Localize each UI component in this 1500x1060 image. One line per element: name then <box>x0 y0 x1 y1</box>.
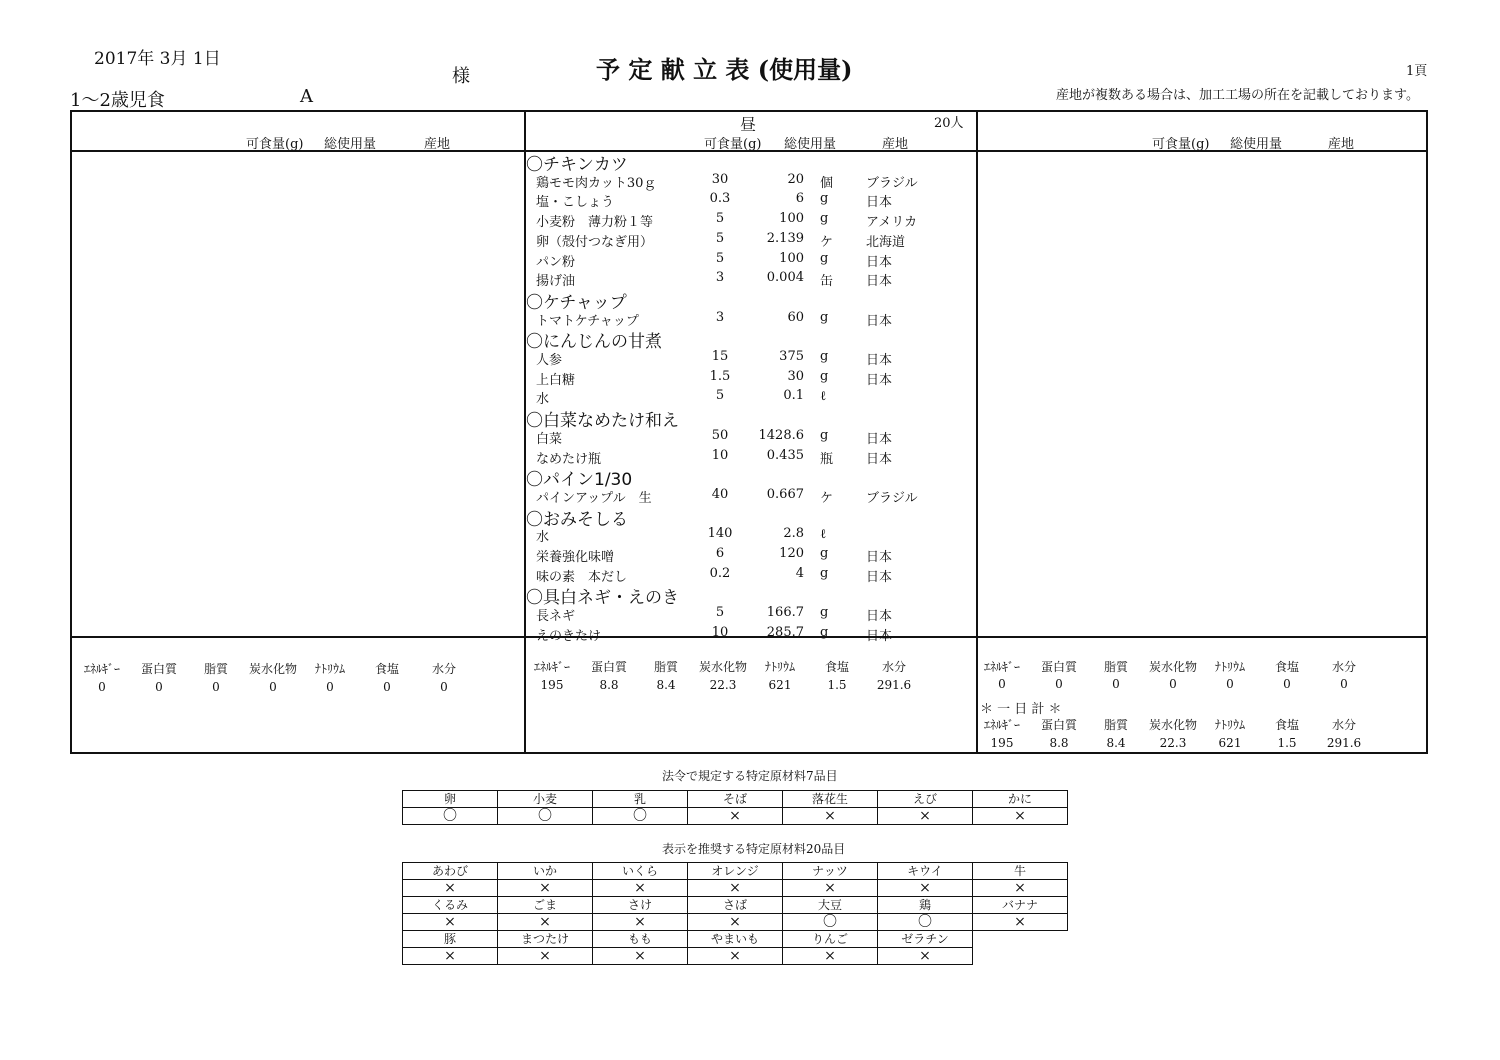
nutrition-value: 0 <box>383 680 391 694</box>
allergen-name: まつたけ <box>498 931 593 948</box>
nutrition-label: 炭水化物 <box>248 662 297 676</box>
origin: 日本 <box>866 195 893 211</box>
nutrition-value: 8.8 <box>1049 736 1069 750</box>
group-label: A <box>300 86 313 107</box>
allergen-mark: × <box>878 808 973 825</box>
ingredient-name: 長ネギ <box>536 609 576 625</box>
allergen-name: かに <box>973 791 1068 808</box>
nutrition-value: 0 <box>1055 677 1063 691</box>
nutrition-label: ﾅﾄﾘｳﾑ <box>764 660 795 674</box>
nutrition-value: 0 <box>1226 677 1234 691</box>
ingredient-name: 味の素 本だし <box>536 569 628 585</box>
unit: g <box>820 624 829 640</box>
ingredient-name: 上白糖 <box>536 372 576 388</box>
allergen-mark: × <box>783 880 878 897</box>
col-total-lunch: 総使用量 <box>784 137 837 152</box>
edible-amount: 3 <box>715 270 725 286</box>
allergen-name: さば <box>688 897 783 914</box>
page-title: 予 定 献 立 表 (使用量) <box>596 55 853 84</box>
unit: ケ <box>820 234 834 250</box>
total-amount: 0.667 <box>766 486 804 502</box>
allergen-mark: × <box>878 948 973 965</box>
edible-amount: 6 <box>715 546 725 561</box>
total-amount: 2.8 <box>783 526 804 542</box>
total-amount: 0.1 <box>783 388 804 404</box>
nutrition-label: 炭水化物 <box>698 660 747 674</box>
ingredient-name: 栄養強化味噌 <box>536 550 615 565</box>
allergen-name: キウイ <box>878 863 973 880</box>
allergen-mark: × <box>973 808 1068 825</box>
dish-name: 〇白菜なめたけ和え <box>526 411 679 432</box>
col-total-right: 総使用量 <box>1230 137 1283 152</box>
allergen-mark: × <box>403 948 498 965</box>
allergen-mark: × <box>593 880 688 897</box>
total-amount: 20 <box>787 171 804 187</box>
nutrition-value: 621 <box>768 678 792 692</box>
allergen-mark: × <box>878 880 973 897</box>
origin: 日本 <box>866 353 893 368</box>
allergen-name: そば <box>688 791 783 808</box>
origin: 日本 <box>866 254 893 270</box>
edible-amount: 140 <box>707 526 733 542</box>
total-amount: 6 <box>795 191 804 207</box>
unit: ℓ <box>820 527 827 543</box>
allergen-mark: × <box>403 914 498 931</box>
nutrition-label: 水分 <box>1331 718 1356 732</box>
allergen-name: バナナ <box>973 897 1068 914</box>
origin: 日本 <box>866 431 893 447</box>
total-amount: 60 <box>787 309 804 325</box>
honorific: 様 <box>452 66 470 87</box>
nutrition-label: 蛋白質 <box>1040 660 1077 674</box>
allergen-name: えび <box>878 791 973 808</box>
allergen-name: 小麦 <box>498 791 593 808</box>
unit: 缶 <box>820 274 834 290</box>
col-total-left: 総使用量 <box>324 137 377 152</box>
origin: 日本 <box>866 372 893 388</box>
allergen-name: 落花生 <box>783 791 878 808</box>
nutrition-label: 脂質 <box>1103 660 1128 674</box>
unit: g <box>820 546 829 561</box>
nutrition-value: 0 <box>155 680 163 694</box>
dish-name: 〇にんじんの甘煮 <box>526 332 662 353</box>
nutrition-value: 1.5 <box>1277 736 1297 750</box>
ingredient-name: パインアップル 生 <box>536 490 652 506</box>
nutrition-value: 0 <box>440 680 448 694</box>
edible-amount: 0.3 <box>709 191 731 207</box>
nutrition-value: 195 <box>540 678 564 692</box>
nutrition-value: 0 <box>98 680 106 694</box>
allergen-mark: × <box>688 948 783 965</box>
allergen-name: 卵 <box>403 791 498 808</box>
nutrition-label: 水分 <box>1331 660 1356 674</box>
edible-amount: 30 <box>711 171 729 187</box>
origin: 北海道 <box>866 234 906 250</box>
total-amount: 2.139 <box>766 230 804 246</box>
allergen-name: やまいも <box>688 931 783 948</box>
nutrition-value: 0 <box>1340 677 1348 691</box>
allergen-name: あわび <box>403 863 498 880</box>
nutrition-value: 0 <box>326 680 334 694</box>
edible-amount: 5 <box>715 230 725 246</box>
nutrition-value: 22.3 <box>1159 736 1187 750</box>
nutrition-value: 0 <box>212 680 220 694</box>
nutrition-value: 195 <box>990 736 1014 750</box>
col-edible-right: 可食量(g) <box>1152 137 1210 152</box>
ingredient-name: なめたけ瓶 <box>536 451 602 467</box>
edible-amount: 15 <box>711 349 729 364</box>
nutrition-value: 8.4 <box>1106 736 1126 750</box>
allergen7-title: 法令で規定する特定原材料7品目 <box>662 769 838 783</box>
people-count: 20人 <box>934 116 964 131</box>
allergen20-title: 表示を推奨する特定原材料20品目 <box>662 842 846 856</box>
ingredient-name: 水 <box>536 392 550 408</box>
origin: 日本 <box>866 550 893 565</box>
nutrition-label: 食塩 <box>1274 660 1299 674</box>
ingredient-name: 人参 <box>536 353 563 368</box>
allergen-mark: × <box>593 948 688 965</box>
ingredient-name: 白菜 <box>536 431 563 447</box>
total-amount: 0.004 <box>766 270 804 286</box>
nutrition-value: 0 <box>1283 677 1291 691</box>
ingredient-name: 揚げ油 <box>536 274 576 290</box>
nutrition-label: 蛋白質 <box>140 662 177 676</box>
nutrition-label: 炭水化物 <box>1148 718 1197 732</box>
allergen7-table <box>402 790 1068 825</box>
nutrition-label: ｴﾈﾙｷﾞｰ <box>83 662 120 676</box>
origin: ブラジル <box>866 490 918 506</box>
divider <box>70 636 1428 638</box>
total-amount: 375 <box>779 349 804 364</box>
edible-amount: 10 <box>711 624 729 640</box>
allergen-mark: × <box>783 948 878 965</box>
edible-amount: 5 <box>715 250 725 266</box>
ingredient-name: 塩・こしょう <box>536 195 615 211</box>
dish-name: 〇チキンカツ <box>526 155 628 175</box>
unit: 個 <box>820 175 834 191</box>
unit: g <box>820 605 829 621</box>
origin: 日本 <box>866 274 893 290</box>
nutrition-value: 291.6 <box>876 678 912 692</box>
allergen-name: さけ <box>593 897 688 914</box>
nutrition-label: ｴﾈﾙｷﾞｰ <box>983 718 1020 732</box>
nutrition-label: 蛋白質 <box>1040 718 1077 732</box>
meal-label-lunch: 昼 <box>740 115 757 134</box>
col-edible-lunch: 可食量(g) <box>704 137 762 152</box>
allergen-name: ナッツ <box>783 863 878 880</box>
nutrition-value: 0 <box>1169 677 1177 691</box>
allergen-mark: × <box>498 880 593 897</box>
nutrition-value: 8.4 <box>656 678 676 692</box>
nutrition-label: ﾅﾄﾘｳﾑ <box>314 662 345 676</box>
allergen-mark: × <box>593 914 688 931</box>
allergen-mark: × <box>403 880 498 897</box>
ingredient-name: 鶏モモ肉カット30ｇ <box>536 175 657 191</box>
nutrition-label: 脂質 <box>1103 718 1128 732</box>
edible-amount: 5 <box>715 605 725 621</box>
unit: g <box>820 309 829 325</box>
origin: 日本 <box>866 451 893 467</box>
edible-amount: 3 <box>715 309 725 325</box>
ingredient-name: パン粉 <box>536 254 576 270</box>
unit: g <box>820 368 829 384</box>
allergen-name: もも <box>593 931 688 948</box>
allergen-mark: 〇 <box>593 808 688 825</box>
total-amount: 100 <box>779 250 804 266</box>
dish-name: 〇具白ネギ・えのき <box>526 588 679 609</box>
total-amount: 120 <box>779 546 804 561</box>
unit: ケ <box>820 490 834 506</box>
nutrition-value: 22.3 <box>709 678 737 692</box>
nutrition-label: 脂質 <box>653 660 678 674</box>
issue-date: 2017年 3月 1日 <box>94 49 221 69</box>
allergen-name: りんご <box>783 931 878 948</box>
dish-name: 〇パイン1/30 <box>526 470 633 491</box>
unit: 瓶 <box>820 451 834 467</box>
origin: 日本 <box>866 569 893 585</box>
origin: 日本 <box>866 313 893 329</box>
edible-amount: 5 <box>715 211 725 227</box>
nutrition-label: 食塩 <box>374 662 399 676</box>
nutrition-label: 食塩 <box>824 660 849 674</box>
unit: g <box>820 427 829 443</box>
nutrition-value: 1.5 <box>827 678 847 692</box>
nutrition-value: 0 <box>269 680 277 694</box>
total-amount: 1428.6 <box>758 427 804 443</box>
allergen-mark: 〇 <box>878 914 973 931</box>
nutrition-value: 291.6 <box>1326 736 1362 750</box>
ingredient-name: トマトケチャップ <box>536 313 639 329</box>
ingredient-name: 小麦粉 薄力粉１等 <box>536 215 654 231</box>
allergen-mark: × <box>688 808 783 825</box>
allergen-name: 牛 <box>973 863 1068 880</box>
edible-amount: 50 <box>711 427 729 443</box>
nutrition-value: 0 <box>1112 677 1120 691</box>
page-number: 1頁 <box>1406 64 1428 79</box>
allergen-name: いか <box>498 863 593 880</box>
nutrition-label: 水分 <box>431 662 456 676</box>
ingredient-name: えのきたけ <box>536 628 602 644</box>
edible-amount: 5 <box>715 388 725 404</box>
allergen-mark: × <box>973 914 1068 931</box>
origin: 日本 <box>866 609 893 625</box>
nutrition-label: ｴﾈﾙｷﾞｰ <box>533 660 570 674</box>
allergen-name: 豚 <box>403 931 498 948</box>
total-amount: 30 <box>787 368 804 384</box>
unit: g <box>820 250 829 266</box>
origin-note: 産地が複数ある場合は、加工工場の所在を記載しております。 <box>1056 88 1419 103</box>
total-amount: 0.435 <box>766 447 804 463</box>
allergen-mark: 〇 <box>783 914 878 931</box>
allergen-name: くるみ <box>403 897 498 914</box>
unit: g <box>820 349 829 364</box>
allergen-mark: × <box>498 948 593 965</box>
nutrition-value: 621 <box>1218 736 1242 750</box>
col-origin-lunch: 産地 <box>882 137 909 152</box>
nutrition-value: 0 <box>998 677 1006 691</box>
unit: g <box>820 565 829 581</box>
origin: 日本 <box>866 628 893 644</box>
nutrition-label: 水分 <box>881 660 906 674</box>
ingredient-name: 水 <box>536 530 550 546</box>
nutrition-label: ﾅﾄﾘｳﾑ <box>1214 660 1245 674</box>
age-category: 1～2歳児食 <box>70 90 165 111</box>
nutrition-value: 8.8 <box>599 678 619 692</box>
dish-name: 〇ケチャップ <box>526 292 627 313</box>
edible-amount: 0.2 <box>709 565 731 581</box>
allergen-mark: × <box>688 880 783 897</box>
ingredient-name: 卵（殻付つなぎ用） <box>536 234 654 250</box>
allergen-mark: × <box>688 914 783 931</box>
nutrition-label: 脂質 <box>203 662 228 676</box>
origin: ブラジル <box>866 175 918 191</box>
edible-amount: 1.5 <box>709 368 731 384</box>
dish-name: 〇おみそしる <box>526 509 628 530</box>
allergen-mark: × <box>783 808 878 825</box>
allergen-name: 大豆 <box>783 897 878 914</box>
total-amount: 285.7 <box>766 624 804 640</box>
total-amount: 100 <box>779 211 804 227</box>
unit: ℓ <box>820 389 827 405</box>
allergen-mark: 〇 <box>403 808 498 825</box>
allergen-name: 鶏 <box>878 897 973 914</box>
allergen20-table <box>402 862 1068 965</box>
allergen-name: ごま <box>498 897 593 914</box>
nutrition-label: 蛋白質 <box>590 660 627 674</box>
total-amount: 4 <box>795 565 804 581</box>
allergen-mark: 〇 <box>498 808 593 825</box>
allergen-mark: × <box>973 880 1068 897</box>
daily-total-label: ＊ 一 日 計 ＊ <box>980 702 1062 717</box>
allergen-name: オレンジ <box>688 863 783 880</box>
unit: g <box>820 211 829 227</box>
nutrition-label: ｴﾈﾙｷﾞｰ <box>983 660 1020 674</box>
allergen-name: ゼラチン <box>878 931 973 948</box>
unit: g <box>820 191 829 207</box>
edible-amount: 40 <box>711 486 729 502</box>
allergen-mark: × <box>498 914 593 931</box>
total-amount: 166.7 <box>766 605 804 621</box>
origin: アメリカ <box>866 215 918 231</box>
col-edible-left: 可食量(g) <box>246 137 304 152</box>
nutrition-label: 炭水化物 <box>1148 660 1197 674</box>
col-origin-left: 産地 <box>424 137 451 152</box>
edible-amount: 10 <box>711 447 729 463</box>
allergen-name: 乳 <box>593 791 688 808</box>
col-origin-right: 産地 <box>1328 137 1355 152</box>
nutrition-label: ﾅﾄﾘｳﾑ <box>1214 718 1245 732</box>
allergen-name: いくら <box>593 863 688 880</box>
nutrition-label: 食塩 <box>1274 718 1299 732</box>
